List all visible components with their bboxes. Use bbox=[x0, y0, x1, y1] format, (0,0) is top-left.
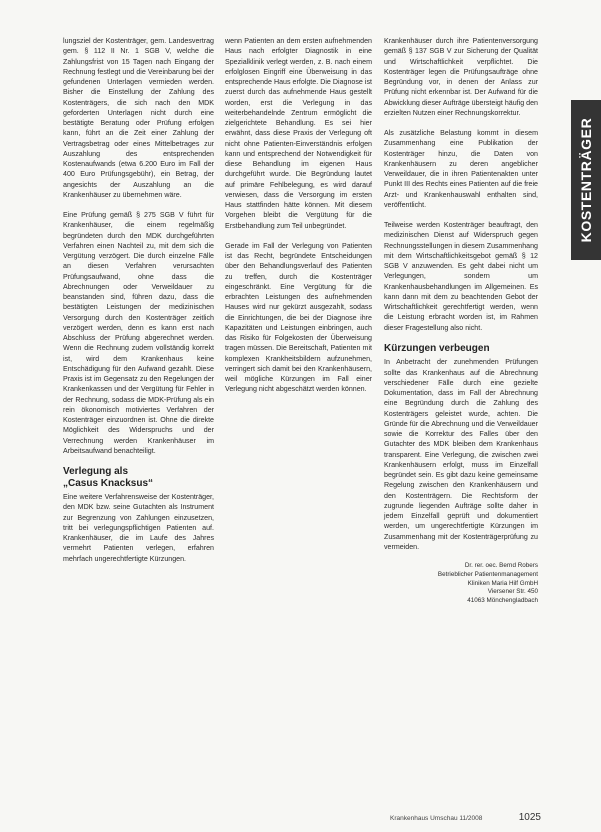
column-3 bbox=[384, 36, 538, 606]
paragraph: Als zusätzliche Belastung kommt in diesem Zusammenhang eine Publikation der Kostenträger hinzu, die Daten von Krankenhäusern zu deren angeblicher Verweildauer, die in ihren Patientenakten unter Punkt III des Rechts eines Patienten auf die freie Arzt- und Krankenhauswahl enthalten sind, veröffentlicht. bbox=[384, 129, 538, 209]
author-city: 41063 Mönchengladbach bbox=[467, 597, 538, 605]
author-name: Dr. rer. oec. Bernd Robers bbox=[464, 562, 538, 569]
journal-citation: Krankenhaus Umschau 11/2008 bbox=[390, 815, 483, 822]
paragraph: In Anbetracht der zunehmenden Prüfungen sollte das Krankenhaus auf die Abrechnung verschiedener Fälle durch eine gezielte Dokumentation, dass im Fall der Abrechnung eine Begründung durch die Zahlung des Kostenträgers geleistet wurde, achten. Die Gründe für die Abrechnung und die Verweildauer sowie die Korrektur des Falles über den Gutachter des MDK bleiben dem Krankenhaus transparent. Eine Verlegung, die zwischen zwei Krankenhäusern erfolgt, muss im Einzelfall begründet sein. Es gibt dazu keine gemeinsame Regelung zwischen den Krankenhäusern und den Kostenträgern. Die Rechtsform der zugrunde liegenden Aufträge sollte daher in jedem Einzelfall geprüft und dokumentiert werden, um ungerechtfertigte Kürzungen im Zusammenhang mit der Kostenträgerprüfung zu vermeiden. bbox=[384, 358, 538, 551]
author-street: Viersener Str. 450 bbox=[487, 588, 538, 596]
column-1 bbox=[63, 36, 214, 574]
paragraph: Eine weitere Verfahrensweise der Kostenträger, den MDK bzw. seine Gutachten als Instrument zur Begrenzung von Zahlungen einzusetzen, tritt bei verlegungspflichtigen Patienten auf. Krankenhäuser, die im Laufe des Jahres vermehrt Patienten verlegen, erfahren mehrfach ungerechtfertigte Kürzungen. bbox=[63, 493, 214, 563]
paragraph: Eine Prüfung gemäß § 275 SGB V führt für Krankenhäuser, die einem regelmäßig begründeten durch den MDK durchgeführten Verfahren einen Nachteil zu, mit dem sich die Vergütung verzögert. Die durch einzelne Fälle an diesen Verfahren verursachten Prüfungsaufwand, ohne dass die Abrechnungen oder Verweildauer zu beanstanden sind, führen dazu, dass die bestätigten Leistungen der medizinischen Versorgung durch den Kostenträger zeitlich verzögert werden, denn es kann erst nach Abschluss der Prüfung abgerechnet werden. Wenn die Rechnung zudem vollständig korrekt ist, wird dem Krankenhaus keine Entschädigung für den Aufwand gezahlt. Diese Praxis ist im Gegensatz zu den Regelungen der Krankenkassen und der Vergütung für Fehler in der Rechnung, sodass die MDK-Prüfung als ein rein ökonomisch motiviertes Verfahren der Kostenträger einzuordnen ist. Ohne die direkte Möglichkeit des Widerspruchs und der Verrechnung werden Krankenhäuser im Arbeitsaufwand benachteiligt. bbox=[63, 211, 214, 455]
author-signature bbox=[384, 562, 538, 606]
paragraph: lungsziel der Kostenträger, gem. Landesvertrag gem. § 112 II Nr. 1 SGB V, welche die Zahlungsfrist von 15 Tagen nach Eingang der Rechnung festlegt und die Vereinbarung bei der gefundenen Unterlagen vermieden werden. Bisher die Einstellung der Zahlung des Kostenträgers, die sich nach den MDK geforderten Unterlagen nicht durch eine bestätigte Beratung oder Prüfung erfolgen kann, führt an die Zeit einer Zahlung der Vertragsbetrag oder eines Mittelbetrages zur Auszahlung des entsprechenden Kostenaufwands (etwa 6.200 Euro im Fall der 400 Euro Prüfungsgebühr), ein Betrag, der angesichts der Auszahlung an die Krankenhäuser zu übernehmen wäre. bbox=[63, 37, 214, 199]
section-tab bbox=[571, 100, 601, 260]
section-tab-label: KOSTENTRÄGER bbox=[578, 117, 594, 243]
paragraph: wenn Patienten an dem ersten aufnehmenden Haus nach erfolgter Diagnostik in eine Spezialklinik verlegt werden, z. B. nach einem erfolglosen Eingriff eine Überweisung in das entsprechende Haus erfolgte. Die Diagnose ist zuerst durch das aufnehmende Haus gestellt worden, erst die Verlegung in das weiterbehandelnde Zentrum ermöglicht die zielgerichtete Behandlung. Es sei hier erwähnt, dass diese Praxis der Verlegung oft nicht ohne Patienten-Einverständnis erfolgen kann und entsprechend der Notwendigkeit für diese Behandlung im eigenen Haus durchgeführt wurde. Die Begründung lautet auf primäre Fehlbelegung, es wird darauf verwiesen, dass die Versorgung im ersten Haus stattfinden hätte können. Mit diesem Vorgehen bleibt die Vergütung für die Erstbehandlung zum Teil unbegründet. bbox=[225, 37, 372, 230]
paragraph: Teilweise werden Kostenträger beauftragt, den medizinischen Dienst auf Widerspruch gegen Rechnungsstellungen in diesem Zusammenhang mit dem Wirtschaftlichkeitsgebot gemäß § 12 SGB V anzuwenden. Es geht dabei nicht um Verlegungen, sondern um Krankenhausbehandlungen im Allgemeinen. Es kann dann mit dem zu beachtenden Gebot der Wirtschaftlichkeit gerechtfertigt werden, wenn die Leistung erbracht worden ist, im Rahmen dieser Fragestellung also nicht. bbox=[384, 221, 538, 332]
paragraph: Gerade im Fall der Verlegung von Patienten ist das Recht, begründete Entscheidungen über den Behandlungsverlauf des Patienten zu treffen, durch die Kostenträger eingeschränkt. Eine Vergütung für die erbrachten Leistungen des aufnehmenden Hauses wird nur gekürzt ausgezahlt, sodass die Einrichtungen, die bei der Diagnose ihre Kapazitäten und Leistungen einbringen, auch das Risiko für Folgekosten der Überweisung tragen müssen. Die Bereitschaft, Patienten mit komplexen Krankheitsbildern aufzunehmen, verringert sich damit bei den Krankenhäusern, weil mögliche Kürzungen im Fall einer Verlegung nicht abgeschätzt werden können. bbox=[225, 241, 372, 394]
author-org: Kliniken Maria Hilf GmbH bbox=[467, 579, 538, 587]
page-number: 1025 bbox=[518, 812, 541, 823]
column-2 bbox=[225, 36, 372, 405]
author-role: Betrieblicher Patientenmanagement bbox=[437, 570, 538, 578]
subheading: Kürzungen verbeugen bbox=[384, 342, 490, 354]
paragraph: Krankenhäuser durch ihre Patientenversorgung gemäß § 137 SGB V zur Sicherung der Qualität und Wirtschaftlichkeit verpflichtet. Die Kostenträger legen die Prüfungsaufträge ohne Begründung vor, in denen der Anlass zur Prüfung nicht erkennbar ist. Der Aufwand für die Abwicklung dieser Aufträge übersteigt häufig den erzielten Nutzen einer Rechnungskorrektur. bbox=[384, 37, 538, 117]
subheading: Verlegung als „Casus Knacksus“ bbox=[63, 466, 154, 489]
